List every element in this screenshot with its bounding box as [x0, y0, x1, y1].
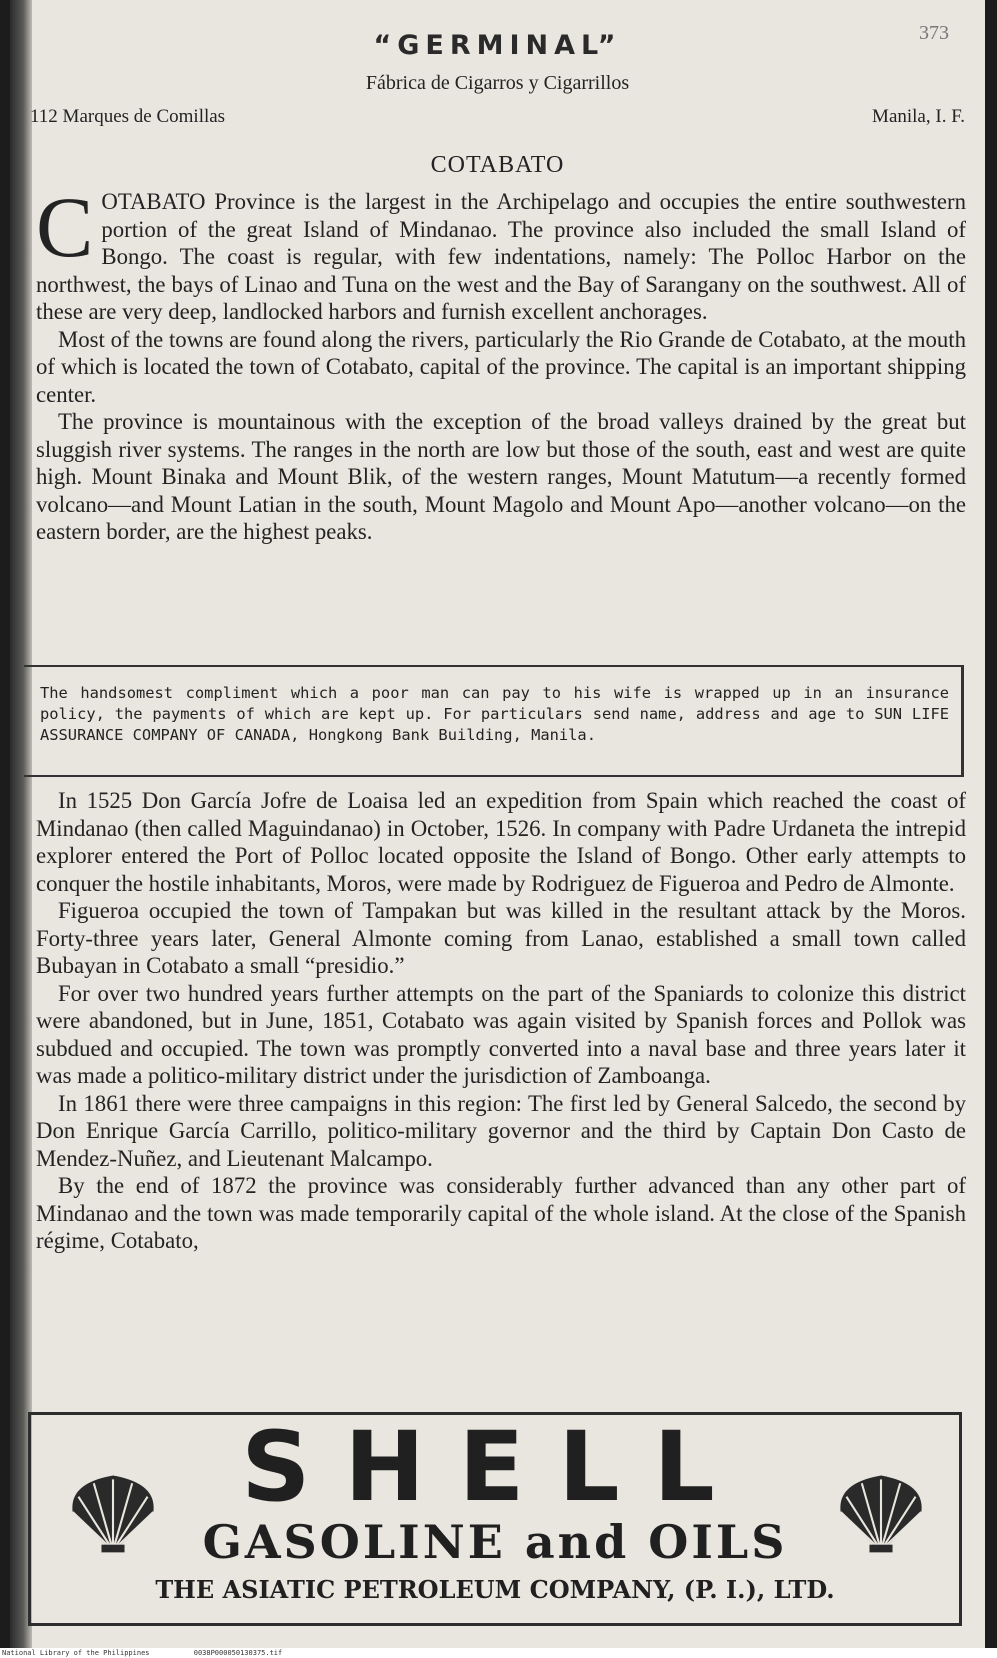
page-number: 373 — [919, 22, 949, 44]
paragraph: By the end of 1872 the province was considerably further advanced than any other part of Mindanao and the town was made temporarily capital of the whole island. At the close of the Spanish régime, Cotabato, — [36, 1173, 966, 1253]
book-page — [10, 0, 985, 1648]
shell-advertisement — [28, 1412, 962, 1626]
drop-cap: C — [36, 179, 94, 275]
paragraph: For over two hundred years further attempts on the part of the Spaniards to colonize this district were abandoned, but in June, 1851, Cotabato was again visited by Spanish forces and Pollok was subdued and occupied. The town was promptly converted into a naval base and three years later it was made a politico-military district under the jurisdiction of Zamboanga. — [36, 980, 966, 1088]
article-bottom — [36, 787, 966, 1255]
header-title: “GERMINAL” — [373, 30, 622, 61]
scan-footer — [0, 1648, 997, 1658]
paragraph — [36, 179, 966, 326]
header-address-right: Manila, I. F. — [872, 106, 965, 127]
paragraph: In 1525 Don García Jofre de Loaisa led an expedition from Spain which reached the coast of Mindanao (then called Maguindanao) in October, 1526. In company with Padre Urdaneta the intrepid explorer entered the Port of Polloc located opposite the Island of Bongo. Other early attempts to conquer the hostile inhabitants, Moros, were made by Rodriguez de Figueroa and Pedro de Almonte. — [36, 788, 966, 896]
insurance-advertisement — [24, 665, 964, 777]
shell-company-line: THE ASIATIC PETROLEUM COMPANY, (P. I.), LTD. — [155, 1575, 835, 1604]
section-title: COTABATO — [430, 152, 565, 178]
shell-brand-name: SHELL — [241, 1411, 749, 1523]
header-subtitle: Fábrica de Cigarros y Cigarrillos — [365, 72, 630, 94]
footer-library: National Library of the Philippines — [2, 1649, 150, 1657]
header-address-left: 112 Marques de Comillas — [30, 106, 226, 127]
article-top — [36, 179, 966, 546]
paragraph: The province is mountainous with the exception of the broad valleys drained by the great but sluggish river systems. The ranges in the north are low but those of the south, east and west are quite high. Mount Binaka and Mount Blik, of the western ranges, Mount Matutum—a recently formed volcano—and Mount Latian in the south, Mount Magolo and Mount Apo—another volcano—on the eastern border, are the highest peaks. — [36, 409, 966, 544]
paragraph: In 1861 there were three campaigns in this region: The first led by General Salcedo, the second by Don Enrique García Carrillo, politico-military governor and the third by Captain Don Casto de Mendez-Nuñez, and Lieutenant Malcampo. — [36, 1090, 966, 1171]
shell-product-line: GASOLINE and OILS — [202, 1515, 788, 1569]
page-binding — [10, 0, 32, 1648]
footer-file-id: 0038P000050130375.tif — [193, 1649, 283, 1657]
paragraph: Most of the towns are found along the rivers, particularly the Rio Grande de Cotabato, at the mouth of which is located the town of Cotabato, capital of the province. The capital is an important shipping center. — [36, 326, 966, 407]
paragraph: Figueroa occupied the town of Tampakan but was killed in the resultant attack by the Moros. Forty-three years later, General Almonte coming from Lanao, established a small town called Bubayan in Cotabato a small “presidio.” — [36, 898, 966, 978]
insurance-ad-text: The handsomest compliment which a poor man can pay to his wife is wrapped up in an insurance policy, the payments of which are kept up. For particulars send name, address and age to SUN LIFE ASSURANCE COMPANY OF CANADA, Hongkong Bank Building, Manila. — [40, 684, 949, 744]
paragraph-text: OTABATO Province is the largest in the Archipelago and occupies the entire southwestern portion of the great Island of Mindanao. The province also included the small Island of Bongo. The coast is regular, with few indentations, namely: The Polloc Harbor on the northwest, the bays of Linao and Tuna on the west and the Bay of Sarangany on the southwest. All of these are very deep, landlocked harbors and furnish excellent anchorages. — [36, 189, 966, 324]
